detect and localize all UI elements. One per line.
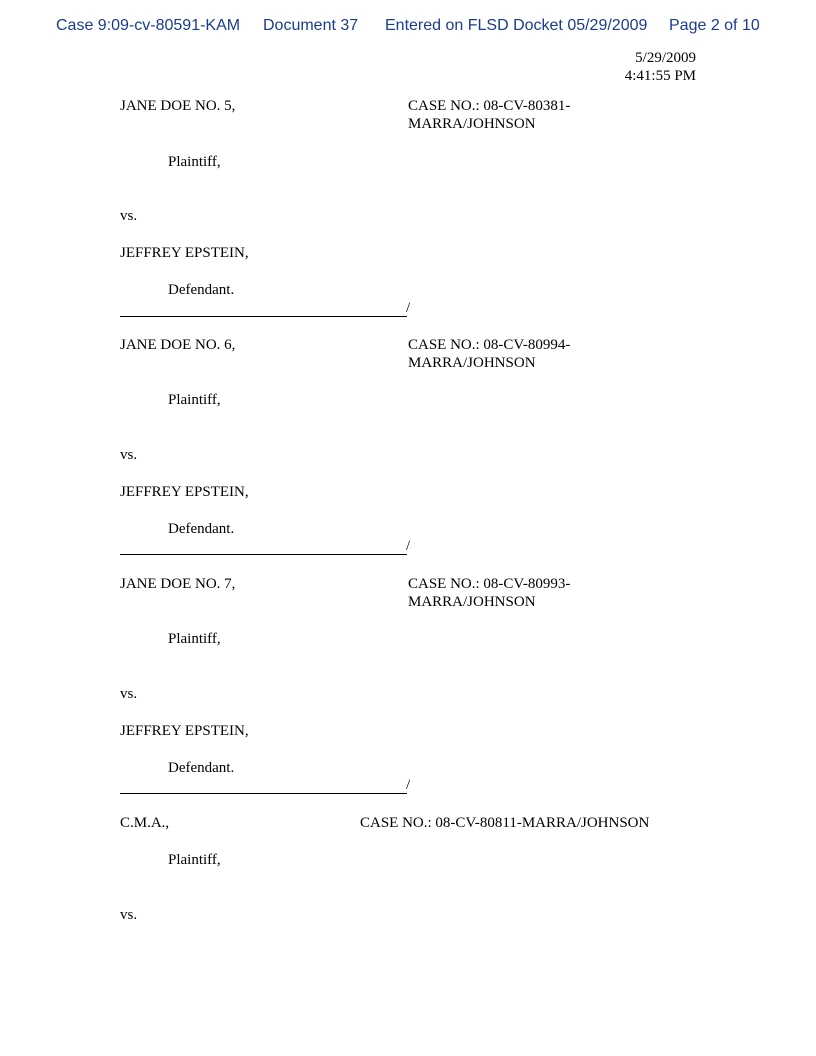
case-number-line-1: CASE NO.: 08-CV-80993- — [408, 576, 571, 592]
timestamp-time: 4:41:55 PM — [624, 68, 696, 84]
versus: vs. — [120, 907, 138, 923]
plaintiff-label: Plaintiff, — [168, 154, 221, 170]
defendant-name: JEFFREY EPSTEIN, — [120, 484, 249, 500]
caption-rule — [120, 554, 407, 555]
defendant-label: Defendant. — [168, 282, 235, 298]
defendant-name: JEFFREY EPSTEIN, — [120, 245, 249, 261]
header-case-number: Case 9:09-cv-80591-KAM — [56, 17, 241, 34]
timestamp — [625, 49, 696, 85]
docket-header — [0, 17, 816, 39]
plaintiff-name: JANE DOE NO. 5, — [120, 98, 236, 114]
case-number-line-2: MARRA/JOHNSON — [408, 116, 536, 132]
header-entered-date: Entered on FLSD Docket 05/29/2009 — [385, 17, 648, 34]
header-document-number: Document 37 — [263, 17, 359, 34]
plaintiff-name: JANE DOE NO. 6, — [120, 337, 236, 353]
caption-rule — [120, 316, 407, 317]
header-page-number: Page 2 of 10 — [669, 17, 760, 34]
case-number-line-1: CASE NO.: 08-CV-80811-MARRA/JOHNSON — [360, 815, 650, 831]
defendant-label: Defendant. — [168, 521, 235, 537]
caption-rule — [120, 793, 407, 794]
defendant-label: Defendant. — [168, 760, 235, 776]
plaintiff-name: JANE DOE NO. 7, — [120, 576, 236, 592]
plaintiff-name: C.M.A., — [120, 815, 170, 831]
caption-slash: / — [406, 300, 411, 316]
plaintiff-label: Plaintiff, — [168, 852, 221, 868]
case-number-line-2: MARRA/JOHNSON — [408, 355, 536, 371]
timestamp-date: 5/29/2009 — [635, 50, 696, 66]
case-number-line-1: CASE NO.: 08-CV-80381- — [408, 98, 571, 114]
plaintiff-label: Plaintiff, — [168, 631, 221, 647]
caption-slash: / — [406, 538, 411, 554]
versus: vs. — [120, 686, 138, 702]
versus: vs. — [120, 447, 138, 463]
plaintiff-label: Plaintiff, — [168, 392, 221, 408]
caption-slash: / — [406, 777, 411, 793]
case-number-line-1: CASE NO.: 08-CV-80994- — [408, 337, 571, 353]
versus: vs. — [120, 208, 138, 224]
defendant-name: JEFFREY EPSTEIN, — [120, 723, 249, 739]
case-number-line-2: MARRA/JOHNSON — [408, 594, 536, 610]
